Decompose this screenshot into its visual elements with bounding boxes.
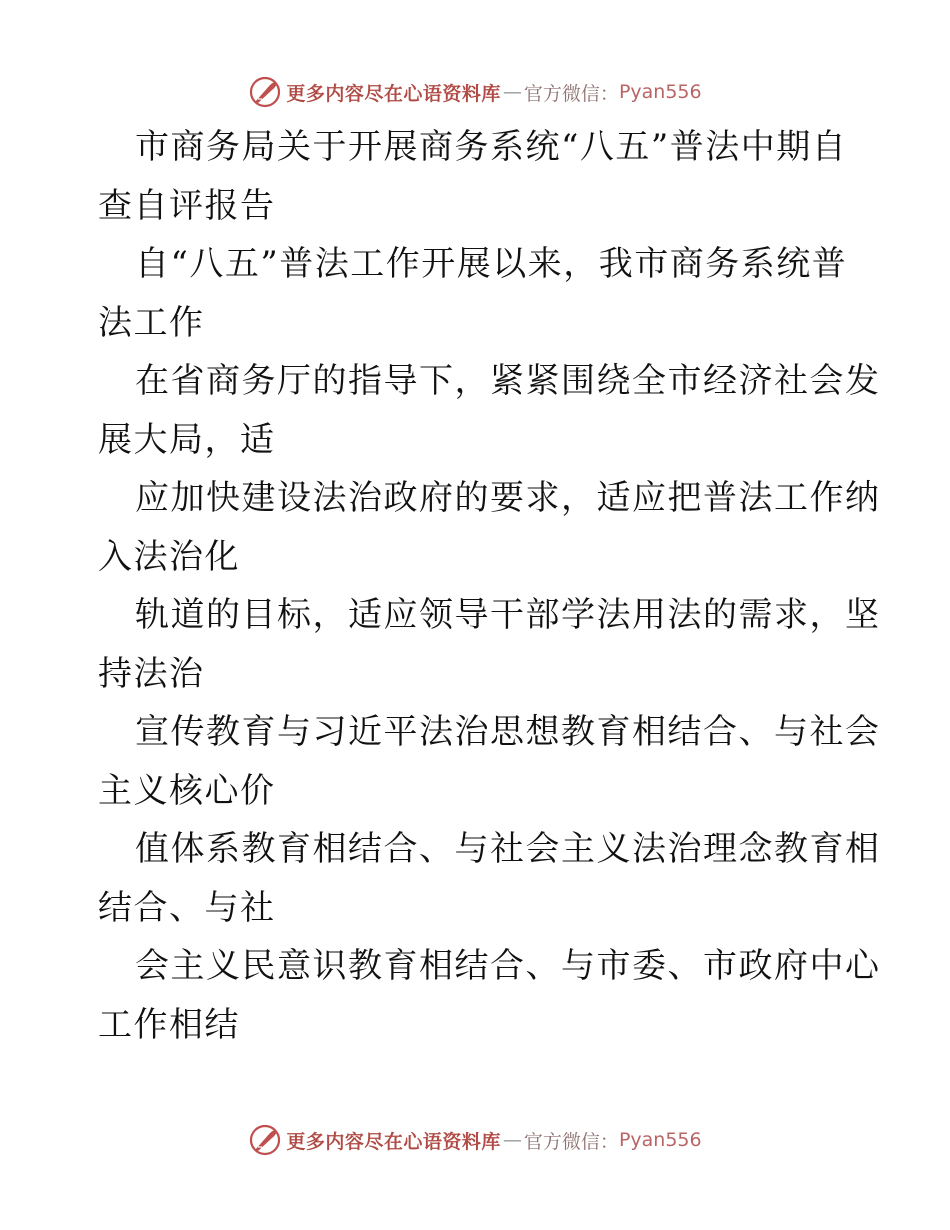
banner-title: 更多内容尽在心语资料库: [286, 82, 501, 105]
document-line: 轨道的目标，适应领导干部学法用法的需求，坚: [135, 595, 881, 635]
banner-wechat-label: 官方微信：: [523, 1130, 619, 1153]
document-line: 市商务局关于开展商务系统“八五”普法中期自: [135, 127, 848, 167]
document-line: 结合、与社: [98, 887, 276, 928]
document-line: 法工作: [98, 302, 205, 343]
banner-wechat-label: 官方微信：: [523, 82, 619, 105]
banner-separator: —: [502, 81, 522, 103]
document-line: 入法治化: [98, 536, 240, 577]
document-line: 会主义民意识教育相结合、与市委、市政府中心: [135, 946, 881, 986]
header-banner: [0, 72, 950, 112]
quill-pen-logo-icon: [248, 1123, 282, 1157]
banner-separator: —: [502, 1129, 522, 1151]
document-line: 查自评报告: [98, 185, 276, 226]
document-line: 展大局，适: [98, 419, 276, 460]
document-line: 自“八五”普法工作开展以来，我市商务系统普: [135, 244, 848, 284]
document-line: 值体系教育相结合、与社会主义法治理念教育相: [135, 829, 881, 869]
document-line: 主义核心价: [98, 770, 276, 811]
quill-pen-logo-icon: [248, 75, 282, 109]
document-line: 在省商务厅的指导下，紧紧围绕全市经济社会发: [135, 361, 881, 401]
document-body: [98, 118, 881, 1054]
banner-wechat-id: Pyan556: [618, 81, 702, 103]
banner-wechat-id: Pyan556: [618, 1129, 702, 1151]
document-line: 宣传教育与习近平法治思想教育相结合、与社会: [135, 712, 881, 752]
document-line: 应加快建设法治政府的要求，适应把普法工作纳: [135, 478, 881, 518]
document-line: 工作相结: [98, 1004, 240, 1045]
footer-banner: [0, 1120, 950, 1160]
banner-title: 更多内容尽在心语资料库: [286, 1130, 501, 1153]
document-line: 持法治: [98, 653, 205, 694]
